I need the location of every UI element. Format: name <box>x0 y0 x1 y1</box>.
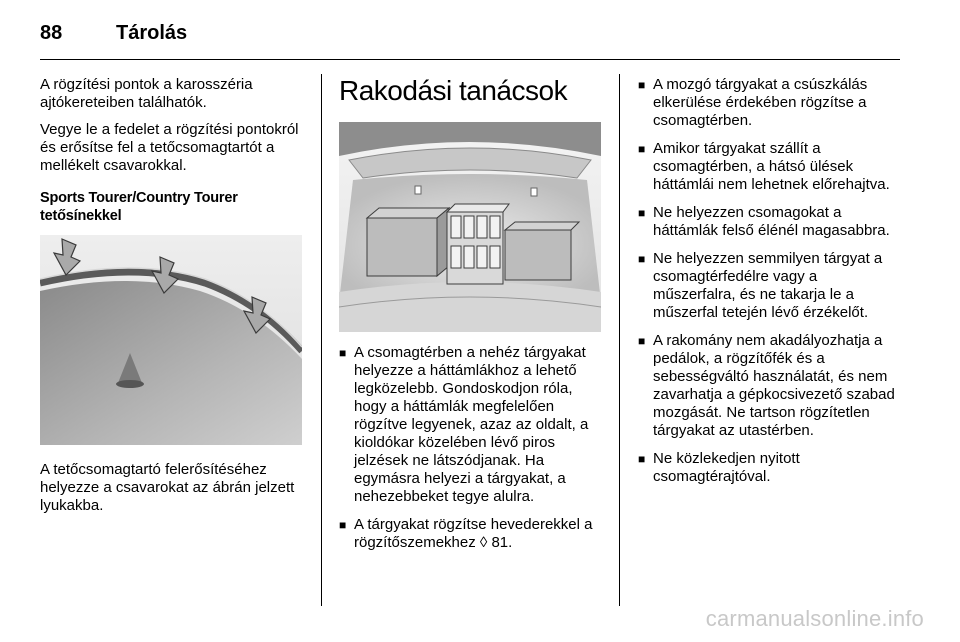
column-divider-2 <box>619 74 620 606</box>
list-item: ■ Ne helyezzen csomagokat a háttámlák felső élénél magasabbra. <box>638 204 890 239</box>
section-title: Rakodási tanácsok <box>339 75 568 106</box>
bullet-icon: ■ <box>638 142 646 156</box>
bullet-icon: ■ <box>638 252 646 266</box>
list-item: ■ A tárgyakat rögzítse hevederekkel a rögzítőszemekhez ◊ 81. <box>339 516 593 551</box>
paragraph-mounting-points: A rögzítési pontok a karosszéria ajtókereteiben találhatók. <box>40 76 253 111</box>
loading-tips-list-2 <box>638 76 902 486</box>
figure-caption: A tetőcsomagtartó felerősítéséhez helyezze a csavarokat az ábrán jelzett lyukakba. <box>40 461 295 514</box>
roof-rail-arrows-illustration <box>40 235 302 445</box>
bullet-icon: ■ <box>638 206 646 220</box>
bullet-icon: ■ <box>339 346 347 360</box>
list-item: ■ A mozgó tárgyakat a csúszkálás elkerülése érdekében rögzítse a csomagtérben. <box>638 76 868 129</box>
list-item: ■ Ne közlekedjen nyitott csomagtérajtóval. <box>638 450 800 485</box>
bullet-icon: ■ <box>638 334 646 348</box>
header-rule <box>40 59 900 60</box>
list-item: ■ Ne helyezzen semmilyen tárgyat a csomagtérfedélre vagy a műszerfalra, és ne takarja le a műszerfal tetején lévő érzékelőt. <box>638 250 883 321</box>
list-item: ■ A csomagtérben a nehéz tárgyakat helyezze a háttámlákhoz a lehető legközelebb. Gondoskodjon róla, hogy a háttámlák megfelelően rögzítve legyenek, azaz az oldalt, a kioldókar közelében lévő piros jelzések ne látszódjanak. Ha egymásra helyezi a tárgyakat, a nehezebbeket tegye alulra. <box>339 344 589 505</box>
loading-tips-list-1 <box>339 344 603 552</box>
chapter-title: Tárolás <box>116 22 188 44</box>
column-divider-1 <box>321 74 322 606</box>
paragraph-remove-covers: Vegye le a fedelet a rögzítési pontokról és erősítse fel a tetőcsomagtartót a mellékelt csavarokkal. <box>40 121 299 174</box>
column-3 <box>638 76 902 496</box>
bullet-icon: ■ <box>638 452 646 466</box>
list-item: ■ A rakomány nem akadályozhatja a pedálok, a rögzítőfék és a sebességváltó használatát, és nem zavarhatja a gépkocsivezető szabad mozgását. Ne tartson rögzítetlen tárgyakat az utastérben. <box>638 332 895 439</box>
bullet-icon: ■ <box>339 518 347 532</box>
watermark-text: carmanualsonline.info <box>705 606 924 631</box>
bullet-icon: ■ <box>638 78 646 92</box>
subheading-roof-rails: Sports Tourer/Country Tourer tetősínekkel <box>40 190 238 224</box>
column-1 <box>40 76 302 524</box>
list-item: ■ Amikor tárgyakat szállít a csomagtérben, a hátsó ülések háttámlái nem lehetnek előrehajtva. <box>638 140 890 193</box>
luggage-compartment-illustration <box>339 122 601 332</box>
page-number: 88 <box>40 22 63 44</box>
page-header <box>40 14 910 58</box>
column-2 <box>339 76 603 562</box>
